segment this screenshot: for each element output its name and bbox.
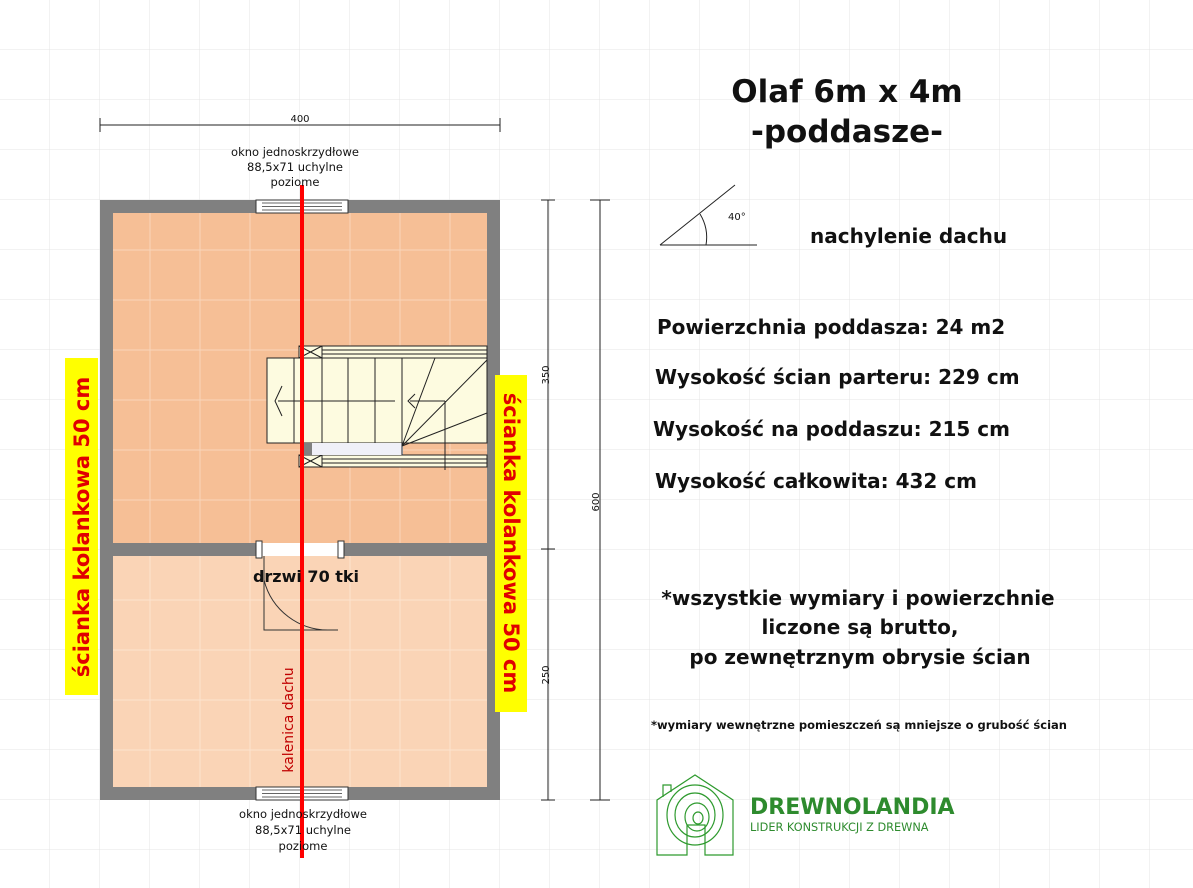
window-top-line1: okno jednoskrzydłowe	[231, 145, 359, 159]
door-label: drzwi 70 tki	[252, 567, 360, 586]
window-bottom-line3: poziome	[278, 839, 328, 853]
window-bottom-line2: 88,5x71 uchylne	[255, 823, 351, 837]
spec-attic-height: Wysokość na poddaszu: 215 cm	[653, 417, 1011, 441]
roof-angle-value: 40°	[728, 212, 746, 223]
roof-angle-label: nachylenie dachu	[810, 224, 1008, 248]
footnote: *wymiary wewnętrzne pomieszczeń są mniejsze o grubość ścian	[651, 718, 1067, 732]
knee-wall-left: ścianka kolankowa 50 cm	[70, 376, 94, 678]
logo-name: DREWNOLANDIA	[750, 795, 955, 820]
dim-lower: 250	[541, 665, 552, 685]
window-top-line3: poziome	[270, 175, 320, 189]
spec-total-height: Wysokość całkowita: 432 cm	[655, 469, 978, 493]
spec-ground-wall-height: Wysokość ścian parteru: 229 cm	[655, 365, 1020, 389]
dim-total: 600	[591, 492, 602, 512]
logo-tagline: LIDER KONSTRUKCJI Z DREWNA	[750, 821, 929, 834]
spec-area: Powierzchnia poddasza: 24 m2	[657, 315, 1006, 339]
note-line1: *wszystkie wymiary i powierzchnie	[661, 586, 1055, 610]
dim-width: 400	[290, 114, 310, 125]
title-line1: Olaf 6m x 4m	[731, 74, 963, 110]
window-bottom-line1: okno jednoskrzydłowe	[239, 807, 367, 821]
window-top-line2: 88,5x71 uchylne	[247, 160, 343, 174]
ridge-label: kalenica dachu	[281, 667, 297, 773]
note-line3: po zewnętrznym obrysie ścian	[689, 645, 1031, 669]
note-line2: liczone są brutto,	[761, 615, 959, 639]
dim-upper: 350	[541, 365, 552, 385]
knee-wall-right: ścianka kolankowa 50 cm	[499, 392, 523, 694]
title-line2: -poddasze-	[750, 114, 944, 150]
